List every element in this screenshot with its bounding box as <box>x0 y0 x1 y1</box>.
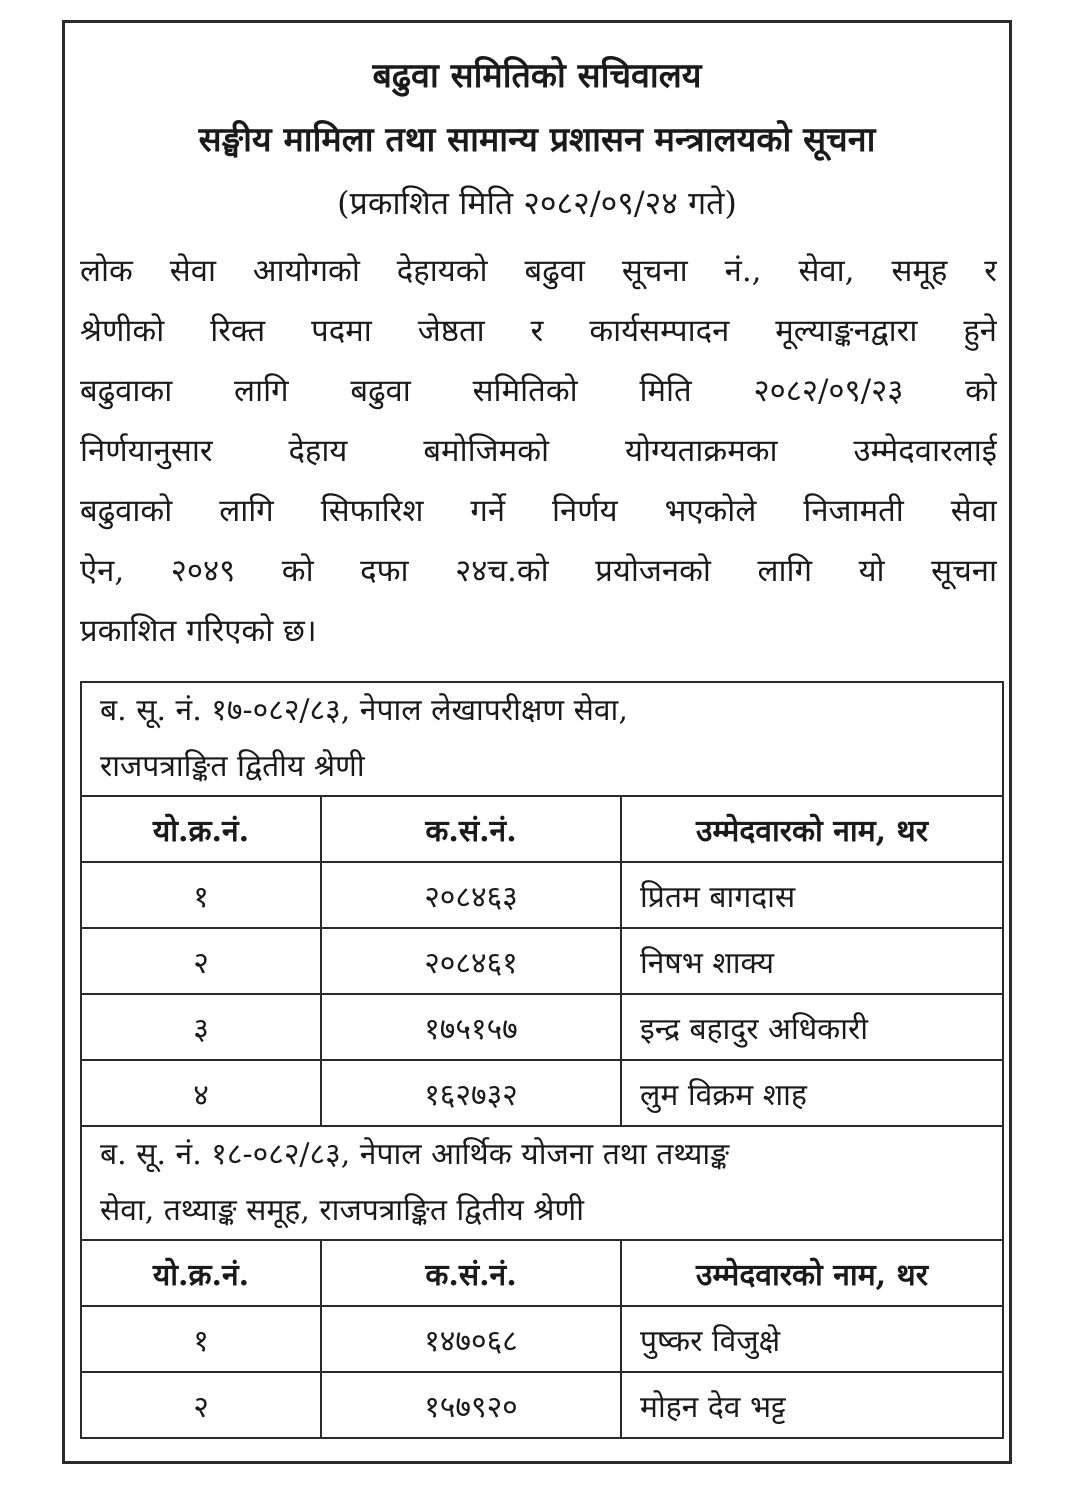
table-row <box>81 1060 1003 1126</box>
column-header-roll: क.सं.नं. <box>321 796 621 862</box>
table-header-row <box>81 1240 1003 1306</box>
section-caption-row <box>81 682 1003 796</box>
section-caption <box>81 682 1003 796</box>
cell-name: इन्द्र बहादुर अधिकारी <box>621 994 1003 1060</box>
cell-sn: ४ <box>81 1060 321 1126</box>
table-row <box>81 862 1003 928</box>
body-line: बढुवाका लागि बढुवा समितिको मिति २०८२/०९/२३ को <box>80 373 997 409</box>
table-row <box>81 1306 1003 1372</box>
caption-line: राजपत्राङ्कित द्वितीय श्रेणी <box>100 749 365 784</box>
recommendation-table <box>80 681 1004 1439</box>
body-line: ऐन, २०४९ को दफा २४च.को प्रयोजनको लागि यो सूचना <box>80 553 997 589</box>
section-caption <box>81 1126 1003 1240</box>
column-header-sn: यो.क्र.नं. <box>81 796 321 862</box>
secretariat-title: बढुवा समितिको सचिवालय <box>372 56 702 96</box>
column-header-sn: यो.क्र.नं. <box>81 1240 321 1306</box>
table-row <box>81 994 1003 1060</box>
table-header-row <box>81 796 1003 862</box>
column-header-name: उम्मेदवारको नाम, थर <box>621 1240 1003 1306</box>
table-row <box>81 1372 1003 1438</box>
cell-sn: २ <box>81 928 321 994</box>
cell-sn: ३ <box>81 994 321 1060</box>
column-header-name: उम्मेदवारको नाम, थर <box>621 796 1003 862</box>
caption-line: ब. सू. नं. १८-०८२/८३, नेपाल आर्थिक योजना तथा तथ्याङ्क <box>100 1137 730 1172</box>
notice-body <box>80 241 997 661</box>
body-line: प्रकाशित गरिएको छ। <box>80 613 317 649</box>
body-line: श्रेणीको रिक्त पदमा जेष्ठता र कार्यसम्पादन मूल्याङ्कनद्वारा हुने <box>80 313 997 349</box>
cell-roll: १५७९२० <box>321 1372 621 1438</box>
publication-date: (प्रकाशित मिति २०८२/०९/२४ गते) <box>337 184 737 222</box>
cell-roll: २०८४६३ <box>321 862 621 928</box>
cell-name: प्रितम बागदास <box>621 862 1003 928</box>
cell-name: निषभ शाक्य <box>621 928 1003 994</box>
table-row <box>81 928 1003 994</box>
body-line: बढुवाको लागि सिफारिश गर्ने निर्णय भएकोले निजामती सेवा <box>80 493 997 529</box>
section-caption-row <box>81 1126 1003 1240</box>
cell-sn: १ <box>81 1306 321 1372</box>
column-header-roll: क.सं.नं. <box>321 1240 621 1306</box>
cell-roll: १७५१५७ <box>321 994 621 1060</box>
caption-line: ब. सू. नं. १७-०८२/८३, नेपाल लेखापरीक्षण सेवा, <box>100 693 628 728</box>
cell-roll: १४७०६८ <box>321 1306 621 1372</box>
cell-name: लुम विक्रम शाह <box>621 1060 1003 1126</box>
cell-roll: १६२७३२ <box>321 1060 621 1126</box>
body-line: लोक सेवा आयोगको देहायको बढुवा सूचना नं., सेवा, समूह र <box>80 253 997 289</box>
cell-roll: २०८४६१ <box>321 928 621 994</box>
cell-name: मोहन देव भट्ट <box>621 1372 1003 1438</box>
notice-frame <box>62 20 1012 1464</box>
caption-line: सेवा, तथ्याङ्क समूह, राजपत्राङ्कित द्वितीय श्रेणी <box>100 1193 584 1228</box>
ministry-title: सङ्घीय मामिला तथा सामान्य प्रशासन मन्त्रालयको सूचना <box>198 120 876 160</box>
cell-name: पुष्कर विजुक्षे <box>621 1306 1003 1372</box>
cell-sn: २ <box>81 1372 321 1438</box>
body-line: निर्णयानुसार देहाय बमोजिमको योग्यताक्रमका उम्मेदवारलाई <box>80 433 997 469</box>
cell-sn: १ <box>81 862 321 928</box>
